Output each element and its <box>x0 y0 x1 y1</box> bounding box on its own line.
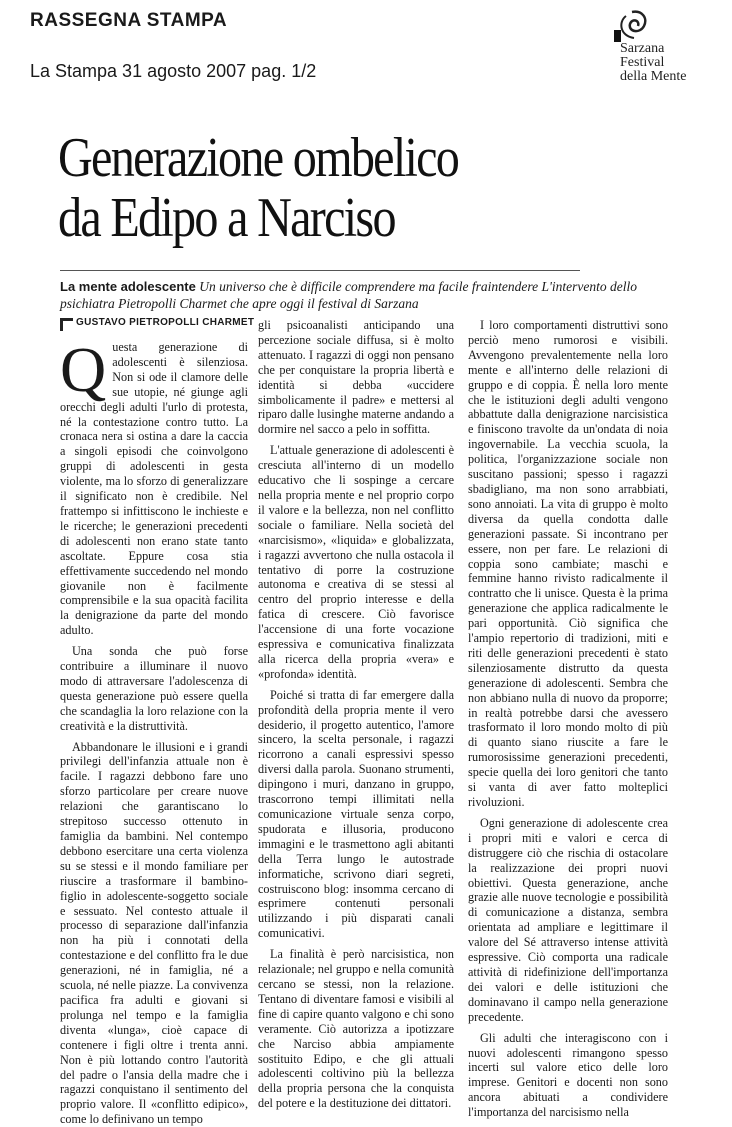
column-2 <box>258 318 454 1111</box>
paragraph: L'attuale generazione di adolescenti è cresciuta all'interno di un modello educativo che li sospinge a cercare nella propria mente e nel proprio corpo il valore e la bellezza, non nel conflitto sociale o familiare. Nella società del «narcisismo», «liquida» e globalizzata, i ragazzi avvertono che nulla ostacola il tentativo di porre la costruzione autonoma e creativa di se stessi al centro del proprio interesse e della fatica di crescere. Ciò favorisce l'accensione di una forte vocazione espressiva e comunicativa finalizzata alla ricerca della propria «vera» e «profonda» identità. <box>258 443 454 681</box>
dropcap: Q <box>60 334 107 405</box>
festival-logo <box>612 8 724 84</box>
lede: Un universo che è difficile comprendere ma facile fraintendere L'intervento dello psichiatra Pietropolli Charmet che apre oggi il festival di Sarzana <box>60 279 637 311</box>
subheadline <box>60 278 660 312</box>
headline-line-2: da Edipo a Narciso <box>58 187 395 249</box>
logo-line-mente: della Mente <box>620 69 687 84</box>
column-1 <box>60 334 248 1127</box>
paragraph: I loro comportamenti distruttivi sono perciò meno rumorosi e visibili. Avvengono prevalentemente nella loro mente e all'interno delle relazioni di gruppo e di coppia. È nella loro mente che le istituzioni degli adulti vengono abbattute dalla denigrazione narcisistica e finiscono travolte da un'ondata di noia ingovernabile. La vecchia scuola, la politica, l'organizzazione sociale non suscitano passioni; spesso i ragazzi sbadigliano, ma non sono arrabbiati, sono annoiati. La vita di gruppo è molto diversa da quella condotta dalle generazioni passate. Si incontrano per essere, non per fare. Le relazioni di coppia sono cambiate; maschi e femmine hanno rivisto radicalmente il contratto che li unisce. Questa è la prima generazione che applica radicalmente le pari opportunità. Ciò significa che l'ampio repertorio di tradizioni, miti e riti delle generazioni precedenti è stato silenziosamente distrutto da questa generazione di adolescenti. Sembra che non abbiano nulla di nuovo da proporre; in realtà potrebbe darsi che avessero trasformato il loro mondo molto di più di quanto siano riuscite a fare le rumorosissime generazioni precedenti, specie quella dei loro genitori che tanto si vanta di aver fatto molteplici rivoluzioni. <box>468 318 668 809</box>
paragraph: Gli adulti che interagiscono con i nuovi adolescenti rimangono spesso incerti sul valore etico delle loro imprese. Genitori e docenti non sono ancora abituati a condividere l'importanza del narcisismo nella <box>468 1030 668 1120</box>
logo-line-sarzana: Sarzana <box>620 41 665 56</box>
paragraph: Abbandonare le illusioni e i grandi privilegi dell'infanzia attuale non è facile. I ragazzi debbono fare uno sforzo particolare per creare nuove relazioni che garantiscano lo strepitoso successo ottenuto in famiglia da bambini. Nel contempo debbono esercitare una certa violenza su se stessi e il mondo familiare per riuscire a trasformare il bambino-figlio in adolescente-soggetto sociale e sessuato. Nel contesto attuale il processo di separazione dall'infanzia non ha più i connotati della contestazione e del conflitto fra le due generazioni, né in famiglia, né a scuola, né nelle piazze. La convivenza pacifica fra adulti e giovani si prolunga nel tempo e la famiglia diventa «lunga», cioè capace di contenere i figli oltre i trenta anni. Non è più lottando contro l'autorità del padre o l'ansia della madre che i ragazzi conquistano il sentimento del proprio valore. Il «conflitto edipico», come lo definivano un tempo <box>60 739 248 1127</box>
masthead <box>30 10 316 82</box>
byline: GUSTAVO PIETROPOLLI CHARMET <box>76 317 255 328</box>
column-3 <box>468 318 668 1120</box>
swirl-logo-icon <box>612 8 652 44</box>
paragraph: gli psicoanalisti anticipando una percezione sociale diffusa, si è molto attenuato. I ragazzi di oggi non pensano che per conquistare la propria libertà e identità si debba «uccidere simbolicamente il padre» e mettersi al riparo dalle lusinghe materne andando a dormire nel sacco a pelo in soffitta. <box>258 318 454 437</box>
paragraph: Questa generazione di adolescenti è silenziosa. Non si ode il clamore delle sue utopie, né giunge agli orecchi degli adulti l'urlo di protesta, né la contestazione contro tutto. La cronaca nera si ostina a dare la caccia a singoli episodi che coinvolgono gruppi di adolescenti in gesta violente, ma lo sforzo di generalizzare il significato non è credibile. Nel frattempo si infittiscono le inchieste e le ricerche; le generazioni precedenti di adolescenti non erano state tanto ascoltate. Eppure cosa stia effettivamente succedendo nel mondo giovanile non è facilmente comprensibile e la sua opacità facilita la denigrazione da parte del mondo adulto. <box>60 334 248 638</box>
divider <box>60 270 580 271</box>
logo-line-festival: Festival <box>620 55 665 70</box>
rassegna-label: RASSEGNA STAMPA <box>30 10 228 31</box>
kicker: La mente adolescente <box>60 279 196 294</box>
headline <box>58 128 557 248</box>
paragraph: Ogni generazione di adolescente crea i propri miti e valori e cerca di distruggere ciò che rischia di ostacolare la realizzazione dei propri nuovi obiettivi. Questa generazione, anche grazie alle nuove tecnologie e possibilità di comunicazione a distanza, sembra orientata ad ampliare e legittimare il valore del Sé attraverso intense attività espressive. Ciò comporta una radicale attività di ridefinizione dell'importanza dei valori e delle istituzioni che dominavano il campo nella generazione precedente. <box>468 815 668 1024</box>
byline-mark <box>60 318 73 331</box>
headline-line-1: Generazione ombelico <box>58 127 459 189</box>
source-line: La Stampa 31 agosto 2007 pag. 1/2 <box>30 61 317 81</box>
paragraph: Una sonda che può forse contribuire a illuminare il nuovo modo di attraversare l'adolescenza di questa generazione può essere quella che scandaglia la loro relazione con la creatività e la distruttività. <box>60 644 248 733</box>
paragraph: Poiché si tratta di far emergere dalla profondità della propria mente il vero desiderio, il progetto autentico, l'amore sincero, la scelta personale, i ragazzi ricorrono a canali espressivi spesso diversi dalla parola. Suonano strumenti, dipingono i muri, danzano in gruppo, trascorrono tempi illimitati nella comunicazione virtuale senza corpo, spudorata e illusoria, producono immagini e le trasmettono agli abitanti della Terra lungo le autostrade informatiche, scrivono diari segreti, costruiscono blog: insomma cercano di esprimere contenuti personali utilizzando i più disparati canali comunicativi. <box>258 687 454 941</box>
paragraph: La finalità è però narcisistica, non relazionale; nel gruppo e nella comunità cercano se stessi, non la relazione. Tentano di diventare famosi e visibili al fine di capire quanto valgono e chi sono veramente. Ciò autorizza a ipotizzare che Narciso abbia ampiamente sostituito Edipo, e che gli attuali adolescenti coltivino più la bellezza della propria persona che la conquista del potere e la destituzione dei dittatori. <box>258 947 454 1111</box>
